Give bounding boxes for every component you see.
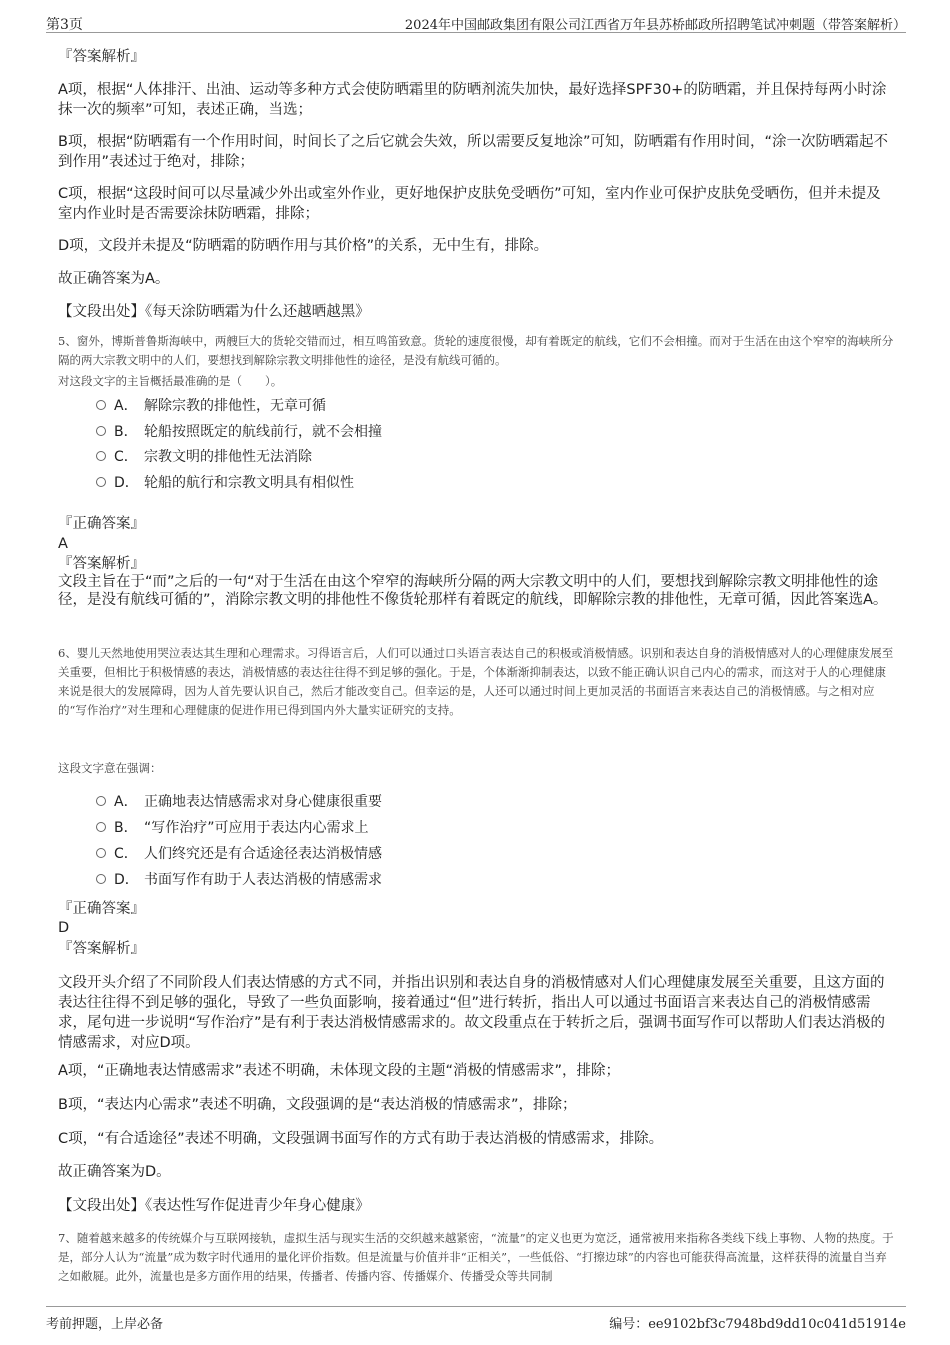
q6-answer: D bbox=[58, 920, 70, 936]
radio-button-icon[interactable] bbox=[96, 822, 106, 832]
radio-button-icon[interactable] bbox=[96, 451, 106, 461]
q4-option-c-analysis: C项，根据“这段时间可以尽量减少外出或室外作业，更好地保护皮肤免受晒伤”可知，室内作业可保护皮肤免受晒伤，但并未提及室内作业时是否需要涂抹防晒霜，排除； bbox=[58, 186, 881, 222]
q5-analysis: 文段主旨在于“而”之后的一句“对于生活在由这个窄窄的海峡所分隔的两大宗教文明中的人们，要想找到解除宗教文明排他性的途径，是没有航线可循的”，消除宗教文明的排他性不像货轮那样有着既定的航线，即解除宗教的排他性，无章可循，因此答案选A。 bbox=[58, 574, 888, 608]
footer-slogan: 考前押题，上岸必备 bbox=[46, 1317, 164, 1332]
q6-conclusion: 故正确答案为D。 bbox=[58, 1164, 171, 1180]
q5-option-c[interactable]: C． 宗教文明的排他性无法消除 bbox=[96, 447, 312, 467]
q6-option-a-analysis: A项，“正确地表达情感需求”表述不明确，未体现文段的主题“消极的情感需求”，排除； bbox=[58, 1063, 620, 1079]
q6-option-c-analysis: C项，“有合适途径”表述不明确，文段强调书面写作的方式有助于表达消极的情感需求，排除。 bbox=[58, 1131, 664, 1147]
document-title: 2024年中国邮政集团有限公司江西省万年县苏桥邮政所招聘笔试冲刺题（带答案解析） bbox=[404, 18, 906, 33]
q6-option-c[interactable]: C． 人们终究还是有合适途径表达消极情感 bbox=[96, 844, 382, 864]
radio-button-icon[interactable] bbox=[96, 477, 106, 487]
q5-question: 对这段文字的主旨概括最准确的是（ ）。 bbox=[58, 374, 283, 388]
q4-source: 【文段出处】《每天涂防晒霜为什么还越晒越黑》 bbox=[58, 304, 370, 320]
q6-stem: 6、婴儿天然地使用哭泣表达其生理和心理需求。习得语言后，人们可以通过口头语言表达自己的积极或消极情感。识别和表达自身的消极情感对人的心理健康发展至关重要，但相比于积极情感的表达，消极情感的表达往往得不到足够的强化。于是，个体渐渐抑制表达，以致不能正确认识自己内心的需求，而这对于人的心理健康来说是很大的发展障碍，因为人首先要认识自己，然后才能改变自己。但幸运的是，人还可以通过时间上更加灵活的书面语言来表达自己的消极情感。与之相对应的“写作治疗”对生理和心理健康的促进作用已得到国内外大量实证研究的支持。 bbox=[58, 646, 894, 717]
q6-option-b[interactable]: B． “写作治疗”可应用于表达内心需求上 bbox=[96, 818, 369, 838]
page-footer bbox=[0, 1306, 950, 1345]
q6-answer-label: 『正确答案』 bbox=[58, 901, 145, 917]
q5-answer: A bbox=[58, 536, 68, 552]
q4-option-a-analysis: A项，根据“人体排汗、出油、运动等多种方式会使防晒霜里的防晒剂流失加快，最好选择SPF30+的防晒霜，并且保持每两小时涂抹一次的频率”可知，表述正确，当选； bbox=[58, 82, 887, 118]
q6-source: 【文段出处】《表达性写作促进青少年身心健康》 bbox=[58, 1198, 370, 1214]
q4-analysis-label: 『答案解析』 bbox=[58, 49, 145, 65]
radio-button-icon[interactable] bbox=[96, 796, 106, 806]
q6-question: 这段文字意在强调： bbox=[58, 761, 162, 775]
q6-option-a[interactable]: A． 正确地表达情感需求对身心健康很重要 bbox=[96, 792, 382, 812]
radio-button-icon[interactable] bbox=[96, 400, 106, 410]
q4-option-b-analysis: B项，根据“防晒霜有一个作用时间，时间长了之后它就会失效，所以需要反复地涂”可知，防晒霜有作用时间，“涂一次防晒霜起不到作用”表述过于绝对，排除； bbox=[58, 134, 888, 170]
q6-option-b-analysis: B项，“表达内心需求”表述不明确，文段强调的是“表达消极的情感需求”，排除； bbox=[58, 1097, 577, 1113]
q5-answer-label: 『正确答案』 bbox=[58, 516, 145, 532]
header-divider bbox=[46, 32, 906, 33]
radio-button-icon[interactable] bbox=[96, 426, 106, 436]
q5-option-d[interactable]: D． 轮船的航行和宗教文明具有相似性 bbox=[96, 473, 354, 493]
q4-option-d-analysis: D项，文段并未提及“防晒霜的防晒作用与其价格”的关系，无中生有，排除。 bbox=[58, 238, 549, 254]
q5-analysis-label: 『答案解析』 bbox=[58, 556, 145, 572]
q6-analysis: 文段开头介绍了不同阶段人们表达情感的方式不同，并指出识别和表达自身的消极情感对人们心理健康发展至关重要，且这方面的表达往往得不到足够的强化，导致了一些负面影响，接着通过“但”进行转折，指出人可以通过书面语言来表达自己的消极情感需求，尾句进一步说明“写作治疗”是有利于表达消极情感需求的。故文段重点在于转折之后，强调书面写作可以帮助人们表达消极的情感需求，对应D项。 bbox=[58, 975, 886, 1051]
q6-analysis-label: 『答案解析』 bbox=[58, 941, 145, 957]
footer-divider bbox=[46, 1306, 906, 1307]
radio-button-icon[interactable] bbox=[96, 848, 106, 858]
q6-option-d[interactable]: D． 书面写作有助于人表达消极的情感需求 bbox=[96, 870, 382, 890]
q5-option-b[interactable]: B． 轮船按照既定的航线前行，就不会相撞 bbox=[96, 422, 382, 442]
q5-option-a[interactable]: A． 解除宗教的排他性，无章可循 bbox=[96, 396, 326, 416]
page-number: 第3页 bbox=[46, 17, 83, 33]
q4-conclusion: 故正确答案为A。 bbox=[58, 271, 170, 287]
q5-stem: 5、窗外，博斯普鲁斯海峡中，两艘巨大的货轮交错而过，相互鸣笛致意。货轮的速度很慢，却有着既定的航线，它们不会相撞。而对于生活在由这个窄窄的海峡所分隔的两大宗教文明中的人们，要想找到解除宗教文明排他性的途径，是没有航线可循的。 bbox=[58, 334, 894, 367]
q7-stem: 7、随着越来越多的传统媒介与互联网接轨，虚拟生活与现实生活的交织越来越紧密，“流量”的定义也更为宽泛，通常被用来指称各类线下线上事物、人物的热度。于是，部分人认为“流量”成为数字时代通用的量化评价指数。但是流量与价值并非“正相关”，一些低俗、“打擦边球”的内容也可能获得高流量，这样获得的流量自当弃之如敝屣。此外，流量也是多方面作用的结果，传播者、传播内容、传播媒介、传播受众等共同制 bbox=[58, 1231, 894, 1283]
page-header bbox=[0, 0, 950, 34]
document-code: 编号：ee9102bf3c7948bd9dd10c041d51914e bbox=[609, 1317, 906, 1332]
radio-button-icon[interactable] bbox=[96, 874, 106, 884]
